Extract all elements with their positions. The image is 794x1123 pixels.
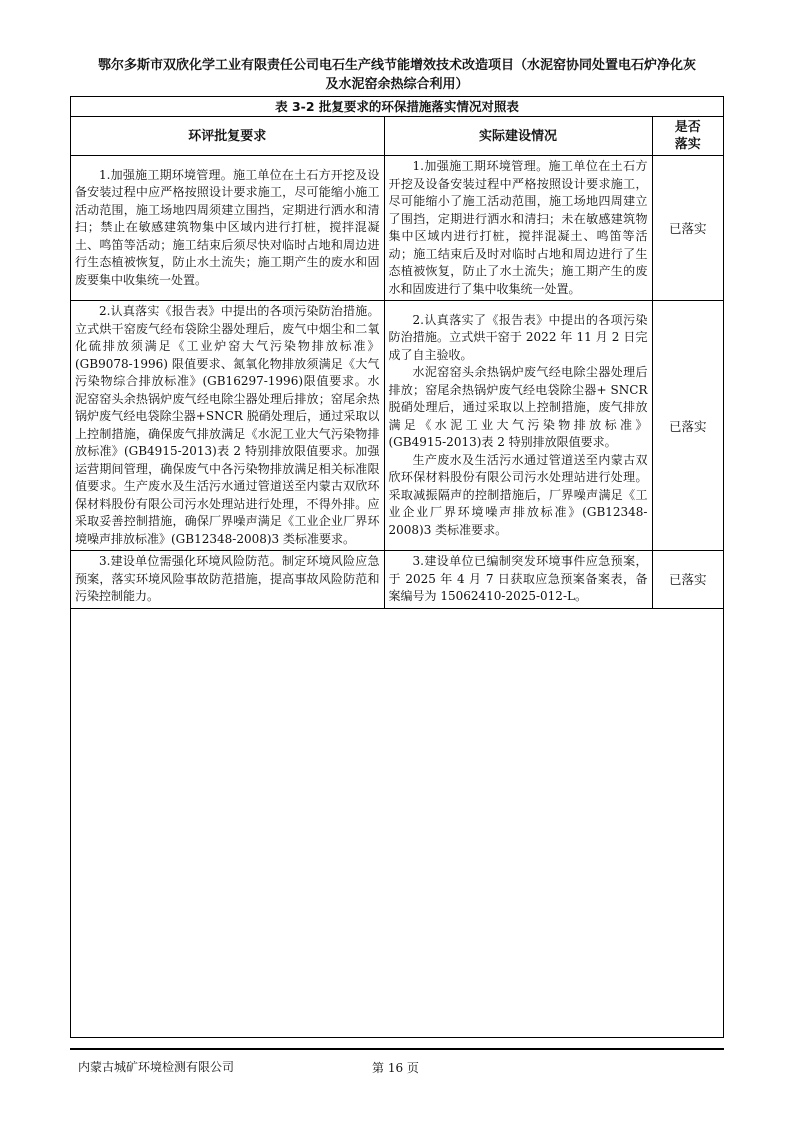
actual-text: 3.建设单位已编制突发环境事件应急预案，于 2025 年 4 月 7 日获取应急预案备案表，备案编号为 15062410-2025-012-L。	[388, 554, 648, 603]
table-frame	[70, 96, 724, 1038]
footer-divider	[70, 1048, 724, 1050]
document-title-line-1: 鄂尔多斯市双欣化学工业有限责任公司电石生产线节能增效技术改造项目（水泥窑协同处置电石炉净化灰	[97, 58, 696, 73]
table-caption: 表 3-2 批复要求的环保措施落实情况对照表	[71, 97, 723, 117]
requirement-cell	[71, 301, 384, 551]
document-title-line-2: 及水泥窑余热综合利用）	[325, 77, 469, 92]
page-number: 第 16 页	[372, 1061, 419, 1075]
requirement-cell	[71, 551, 384, 609]
column-header-status-text: 是否落实	[674, 120, 701, 152]
table-row	[71, 301, 723, 551]
status-cell: 已落实	[652, 551, 723, 609]
actual-cell	[384, 156, 652, 301]
actual-cell	[384, 551, 652, 609]
table-header-row	[71, 117, 723, 156]
actual-text: 2.认真落实了《报告表》中提出的各项污染防治措施。立式烘干窑于 2022 年 11 月 2 日完成了自主验收。	[388, 312, 648, 362]
actual-text: 1.加强施工期环境管理。施工单位在土石方开挖及设备安装过程中严格按照设计要求施工，尽可能缩小了施工活动范围，施工场地四周建立了围挡，定期进行洒水和清扫；未在敏感建筑物集中区域内进行打桩，搅拌混凝土、鸣笛等活动；施工结束后及时对临时占地和周边进行了生态植被恢复，防止了水土流失；施工期产生的废水和固废进行了集中收集统一处置。	[388, 159, 648, 296]
document-title	[70, 56, 724, 94]
status-cell: 已落实	[652, 156, 723, 301]
requirement-text: 1.加强施工期环境管理。施工单位在土石方开挖及设备安装过程中应严格按照设计要求施工，尽可能缩小施工活动范围，施工场地四周须建立围挡，定期进行洒水和清扫；禁止在敏感建筑物集中区域内进行打桩，搅拌混凝土、鸣笛等活动；施工结束后须尽快对临时占地和周边进行生态植被恢复，防止水土流失；施工期产生的废水和固废要集中收集统一处置。	[75, 167, 380, 287]
table-row	[71, 156, 723, 301]
requirement-text: 2.认真落实《报告表》中提出的各项污染防治措施。立式烘干窑废气经布袋除尘器处理后，废气中烟尘和二氧化硫排放须满足《工业炉窑大气污染物排放标准》(GB9078-1996) 限值要求、氮氧化物排放须满足《大气污染物综合排放标准》(GB16297-1996)限值要求。水泥窑窑头余热锅炉废气经电除尘器处理后排放；窑尾余热锅炉废气经电袋除尘器+SNCR 脱硝处理后，通过采取以上控制措施，确保废气排放满足《水泥工业大气污染物排放标准》(GB4915-2013)表 2 特别排放限值要求。加强运营期间管理，确保废气中各污染物排放满足相关标准限值要求。生产废水及生活污水通过管道送至内蒙古双欣环保材料股份有限公司污水处理站进行处理，不得外排。应采取妥善控制措施，确保厂界噪声满足《工业企业厂界环境噪声排放标准》(GB12348-2008)3 类标准要求。	[75, 304, 380, 546]
table-row	[71, 551, 723, 609]
actual-text: 水泥窑窑头余热锅炉废气经电除尘器处理后排放；窑尾余热锅炉废气经电袋除尘器+ SNCR 脱硝处理后，通过采取以上控制措施，废气排放满足《水泥工业大气污染物排放标准》(GB4915-2013)表 2 特别排放限值要求。	[388, 365, 648, 450]
column-header-requirement: 环评批复要求	[71, 117, 384, 156]
actual-cell	[384, 301, 652, 551]
footer-company: 内蒙古城矿环境检测有限公司	[78, 1060, 235, 1074]
actual-text: 生产废水及生活污水通过管道送至内蒙古双欣环保材料股份有限公司污水处理站进行处理。采取减振隔声的控制措施后，厂界噪声满足《工业企业厂界环境噪声排放标准》(GB12348-2008)3 类标准要求。	[388, 452, 648, 537]
measures-table	[71, 117, 723, 609]
requirement-cell	[71, 156, 384, 301]
status-cell: 已落实	[652, 301, 723, 551]
requirement-text: 3.建设单位需强化环境风险防范。制定环境风险应急预案，落实环境风险事故防范措施，提高事故风险防范和污染控制能力。	[75, 554, 380, 603]
column-header-actual: 实际建设情况	[384, 117, 652, 156]
column-header-status	[652, 117, 723, 156]
